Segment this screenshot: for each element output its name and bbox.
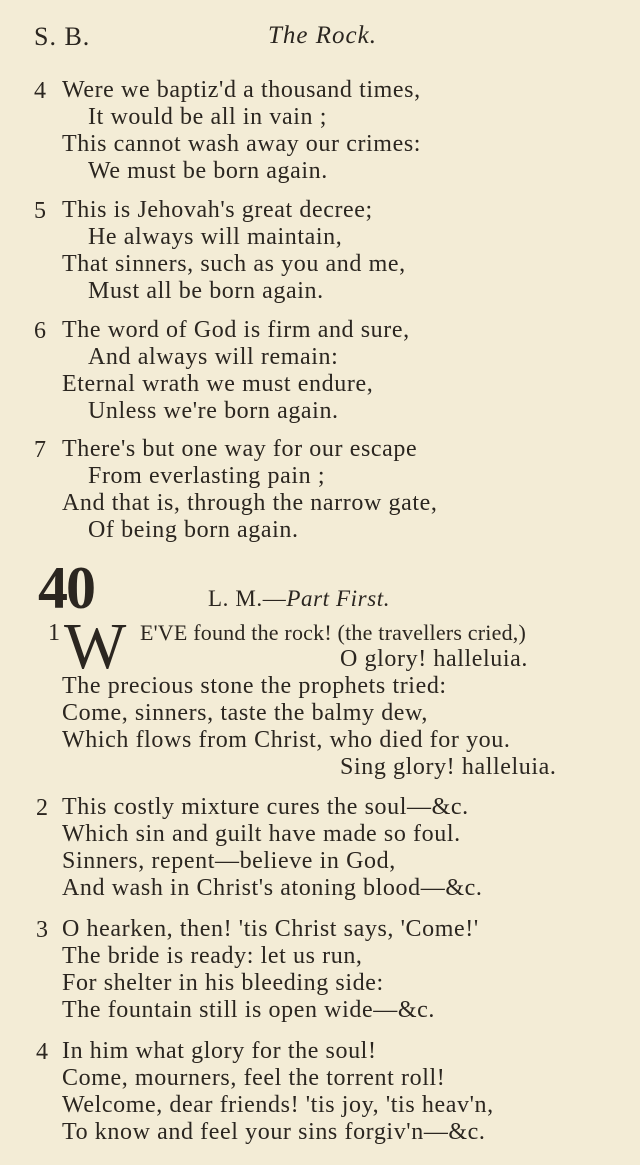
verse-number: 7 [34,437,46,463]
verse-line: From everlasting pain ; [88,463,326,489]
verse-line: Sinners, repent—believe in God, [62,848,396,874]
verse-line: Were we baptiz'd a thousand times, [62,77,421,103]
part-label: Part First. [286,586,391,611]
verse-line: He always will maintain, [88,224,343,250]
verse-number: 3 [36,917,48,943]
verse-number: 5 [34,198,46,224]
running-header-initials: S. B. [34,22,91,51]
verse-number: 1 [48,620,60,646]
verse-line: Welcome, dear friends! 'tis joy, 'tis heav'n, [62,1092,494,1118]
verse-line: We must be born again. [88,158,328,184]
verse-line: Come, sinners, taste the balmy dew, [62,700,429,726]
verse-number: 4 [36,1039,48,1065]
verse-line: This is Jehovah's great decree; [62,197,373,223]
verse-line: And wash in Christ's atoning blood—&c. [62,875,483,901]
refrain-line: O glory! halleluia. [340,646,529,672]
verse-number: 2 [36,795,48,821]
verse-line: To know and feel your sins forgiv'n—&c. [62,1119,486,1145]
verse-line: And always will remain: [88,344,339,370]
verse-line: Of being born again. [88,517,299,543]
meter-label: L. M.— [208,586,287,611]
verse-line: E'VE found the rock! (the travellers cried,) [140,620,526,645]
verse-line: Which sin and guilt have made so foul. [62,821,461,847]
verse-line: There's but one way for our escape [62,436,418,462]
verse-line: The word of God is firm and sure, [62,317,410,343]
verse-line: For shelter in his bleeding side: [62,970,384,996]
verse-line: And that is, through the narrow gate, [62,490,438,516]
verse-line: That sinners, such as you and me, [62,251,406,277]
verse-line: Come, mourners, feel the torrent roll! [62,1065,446,1091]
verse-line: Eternal wrath we must endure, [62,371,374,397]
verse-line: This cannot wash away our crimes: [62,131,422,157]
refrain-line: Sing glory! halleluia. [340,754,557,780]
verse-line: In him what glory for the soul! [62,1038,377,1064]
verse-number: 6 [34,318,46,344]
verse-line: This costly mixture cures the soul—&c. [62,794,469,820]
verse-line: O hearken, then! 'tis Christ says, 'Come!' [62,916,479,942]
verse-line: The fountain still is open wide—&c. [62,997,435,1023]
verse-line: Unless we're born again. [88,398,339,424]
running-header-title: The Rock. [268,22,377,49]
verse-line: Which flows from Christ, who died for you. [62,727,511,753]
verse-line: It would be all in vain ; [88,104,327,130]
verse-line: The precious stone the prophets tried: [62,673,447,699]
verse-line: The bride is ready: let us run, [62,943,363,969]
hymn-meter [208,586,390,612]
hymn-number: 40 [38,555,94,621]
verse-line: Must all be born again. [88,278,324,304]
verse-number: 4 [34,78,46,104]
drop-cap: W [64,610,127,683]
